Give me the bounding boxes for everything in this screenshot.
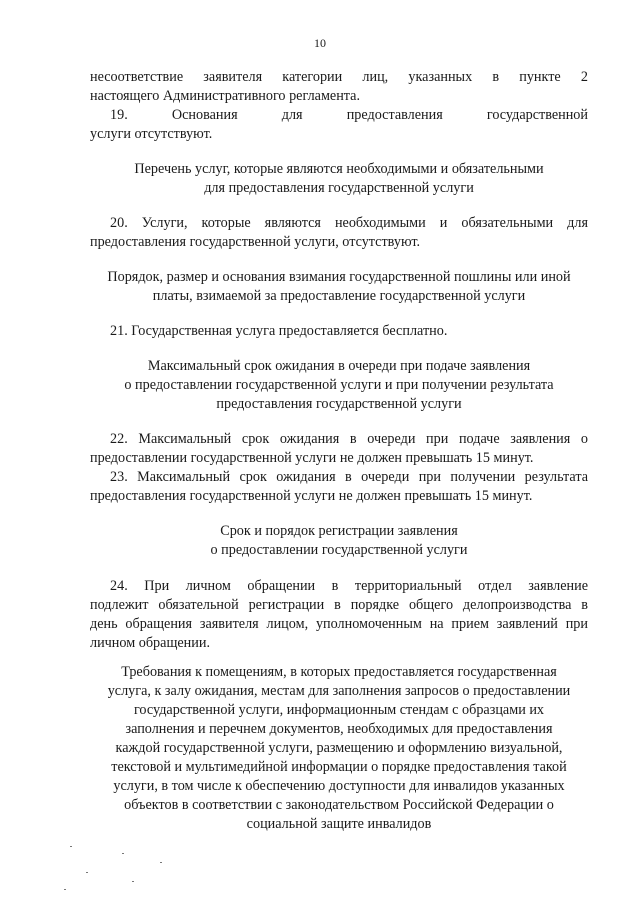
text-line: несоответствие заявителя категории лиц, указанных в пункте 2 (90, 69, 588, 85)
section-heading: Перечень услуг, которые являются необходимыми и обязательными (134, 161, 544, 177)
text-line: 21. Государственная услуга предоставляется бесплатно. (110, 323, 448, 339)
section-heading: о предоставлении государственной услуги и при получении результата (124, 377, 554, 393)
text-line: предоставления государственной услуги не должен превышать 15 минут. (90, 488, 533, 504)
text-line: предоставлении государственной услуги не должен превышать 15 минут. (90, 450, 534, 466)
text-line: 20. Услуги, которые являются необходимыми и обязательными для (110, 215, 588, 231)
text-line: настоящего Административного регламента. (90, 88, 361, 104)
text-line: услуги отсутствуют. (90, 126, 213, 142)
text-line: предоставления государственной услуги, отсутствуют. (90, 234, 421, 250)
section-heading: государственной услуги, информационным стендам с образцами их (133, 702, 545, 718)
section-heading: объектов в соответствии с законодательством Российской Федерации о (124, 797, 554, 813)
section-heading: текстовой и мультимедийной информации о порядке предоставления такой (111, 759, 567, 775)
section-heading: Срок и порядок регистрации заявления (220, 523, 458, 539)
section-heading: каждой государственной услуги, размещению и оформлению визуальной, (115, 740, 563, 756)
section-heading: платы, взимаемой за предоставление государственной услуги (152, 288, 526, 304)
text-line: 22. Максимальный срок ожидания в очереди при подаче заявления о (110, 431, 588, 447)
page-number: 10 (314, 36, 326, 50)
text-line: 24. При личном обращении в территориальный отдел заявление (110, 578, 588, 594)
text-line: 19. Основания для предоставления государственной (110, 107, 588, 123)
section-heading: услуги, в том числе к обеспечению доступности для инвалидов указанных (113, 778, 565, 794)
section-heading: предоставления государственной услуги (216, 396, 462, 412)
section-heading: заполнения и перечнем документов, необходимых для предоставления (125, 721, 553, 737)
section-heading: социальной защите инвалидов (246, 816, 432, 832)
section-heading: услуга, к залу ожидания, местам для заполнения запросов о предоставлении (107, 683, 571, 699)
text-line: 23. Максимальный срок ожидания в очереди при получении результата (110, 469, 588, 485)
section-heading: Требования к помещениям, в которых предоставляется государственная (121, 664, 557, 680)
text-line: подлежит обязательной регистрации в порядке общего делопроизводства в (90, 597, 588, 613)
section-heading: о предоставлении государственной услуги (210, 542, 468, 558)
text-line: личном обращении. (90, 635, 210, 651)
text-line: день обращения заявителя лицом, уполномоченным на прием заявлений при (90, 616, 588, 632)
section-heading: для предоставления государственной услуги (204, 180, 474, 196)
section-heading: Максимальный срок ожидания в очереди при подаче заявления (147, 358, 531, 374)
section-heading: Порядок, размер и основания взимания государственной пошлины или иной (107, 269, 571, 285)
